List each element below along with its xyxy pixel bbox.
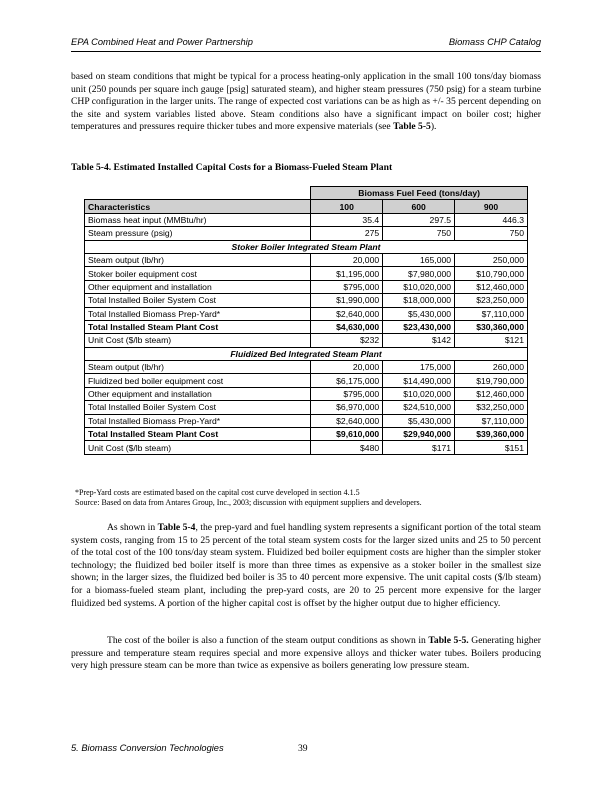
- table-row: Total Installed Biomass Prep-Yard* $2,640,000 $5,430,000 $7,110,000: [85, 307, 528, 320]
- table-row: Other equipment and installation $795,000 $10,020,000 $12,460,000: [85, 387, 528, 400]
- table-row: Unit Cost ($/lb steam) $232 $142 $121: [85, 334, 528, 347]
- table-row: Biomass heat input (MMBtu/hr) 35.4 297.5 446.3: [85, 213, 528, 226]
- page-header: [71, 37, 541, 52]
- table-ref: Table 5-4: [157, 522, 196, 533]
- section-row-stoker: [85, 240, 528, 253]
- stoker-section-title: Stoker Boiler Integrated Steam Plant: [85, 240, 528, 253]
- table-column-header-row: [85, 200, 528, 213]
- fuel-feed-header: Biomass Fuel Feed (tons/day): [311, 187, 528, 200]
- table-row: Other equipment and installation $795,000 $10,020,000 $12,460,000: [85, 280, 528, 293]
- intro-text-2: ).: [430, 121, 437, 133]
- table-row: Steam pressure (psig) 275 750 750: [85, 227, 528, 240]
- col-header-600: 600: [383, 200, 455, 213]
- footer-section: 5. Biomass Conversion Technologies: [71, 743, 224, 753]
- table-row: Stoker boiler equipment cost $1,195,000 $7,980,000 $10,790,000: [85, 267, 528, 280]
- section-row-fluidized: [85, 347, 528, 360]
- table-row-total: Total Installed Steam Plant Cost $4,630,000 $23,430,000 $30,360,000: [85, 320, 528, 333]
- fluidized-section-title: Fluidized Bed Integrated Steam Plant: [85, 347, 528, 360]
- intro-paragraph: [71, 71, 541, 134]
- capital-cost-table: [84, 186, 528, 455]
- table-row: Steam output (lb/hr) 20,000 165,000 250,000: [85, 253, 528, 266]
- intro-text-1: based on steam conditions that might be typical for a process heating-only application in the small 100 tons/day biomass unit (250 pounds per square inch gauge [psig] saturated steam), and higher steam pressures (750 psig) for a steam turbine CHP configuration in the larger units. The range of expected cost variations can be as high as +/- 35 percent depending on the site and system variables listed above. Steam conditions also have a significant impact on boiler cost; higher temperatures and pressures require thicker tubes and more expensive materials (see: [71, 71, 541, 133]
- col-header-900: 900: [455, 200, 528, 213]
- table-row: Total Installed Boiler System Cost $1,990,000 $18,000,000 $23,250,000: [85, 294, 528, 307]
- header-right: Biomass CHP Catalog: [448, 37, 541, 47]
- table-caption: Table 5-4. Estimated Installed Capital Costs for a Biomass-Fueled Steam Plant: [71, 162, 393, 173]
- intro-table-ref: Table 5-5: [393, 121, 431, 133]
- header-left: EPA Combined Heat and Power Partnership: [71, 37, 253, 47]
- discussion-paragraph: As shown in Table 5-4, the prep-yard and fuel handling system represents a significant portion of the total steam system costs, ranging from 15 to 25 percent of the total steam system costs for the larger sized units and 25 to 50 percent of the total cost of the 100 tons/day steam system. Fluidized bed boiler equipment costs are higher than the simpler stoker technology; the fluidized bed boiler itself is more than three times as expensive as a stoker boiler in the smallest size shown; in the larger sizes, the fluidized bed boiler is 35 to 40 percent more expensive. The unit capital costs ($/lb steam) for a biomass-fueled steam plant, including the prep-yard costs, are 20 to 25 percent more expensive for the larger fluidized bed systems. A portion of the higher capital cost is offset by the higher output due to higher efficiency.: [71, 522, 541, 609]
- characteristics-header: Characteristics: [85, 200, 311, 213]
- boiler-cost-paragraph: The cost of the boiler is also a function of the steam output conditions as shown in Table 5-5. Generating higher pressure and temperature steam requires special and more expensive alloys and thicker water tubes. Boilers producing very high pressure steam can be more than twice as expensive as boilers generating low pressure steam.: [71, 635, 541, 672]
- table-source: Source: Based on data from Antares Group, Inc., 2003; discussion with equipment suppliers and developers.: [75, 498, 422, 507]
- table-group-header-row: [85, 187, 528, 200]
- table-footnote: *Prep-Yard costs are estimated based on the capital cost curve developed in section 4.1.5: [75, 488, 360, 497]
- table-row: Unit Cost ($/lb steam) $480 $171 $151: [85, 441, 528, 454]
- table-row: Total Installed Boiler System Cost $6,970,000 $24,510,000 $32,250,000: [85, 401, 528, 414]
- table-row-total: Total Installed Steam Plant Cost $9,610,000 $29,940,000 $39,360,000: [85, 428, 528, 441]
- page-number: 39: [298, 743, 308, 754]
- table-row: Fluidized bed boiler equipment cost $6,175,000 $14,490,000 $19,790,000: [85, 374, 528, 387]
- table-row: Steam output (lb/hr) 20,000 175,000 260,000: [85, 361, 528, 374]
- table-ref: Table 5-5.: [428, 635, 469, 646]
- col-header-100: 100: [311, 200, 383, 213]
- table-row: Total Installed Biomass Prep-Yard* $2,640,000 $5,430,000 $7,110,000: [85, 414, 528, 427]
